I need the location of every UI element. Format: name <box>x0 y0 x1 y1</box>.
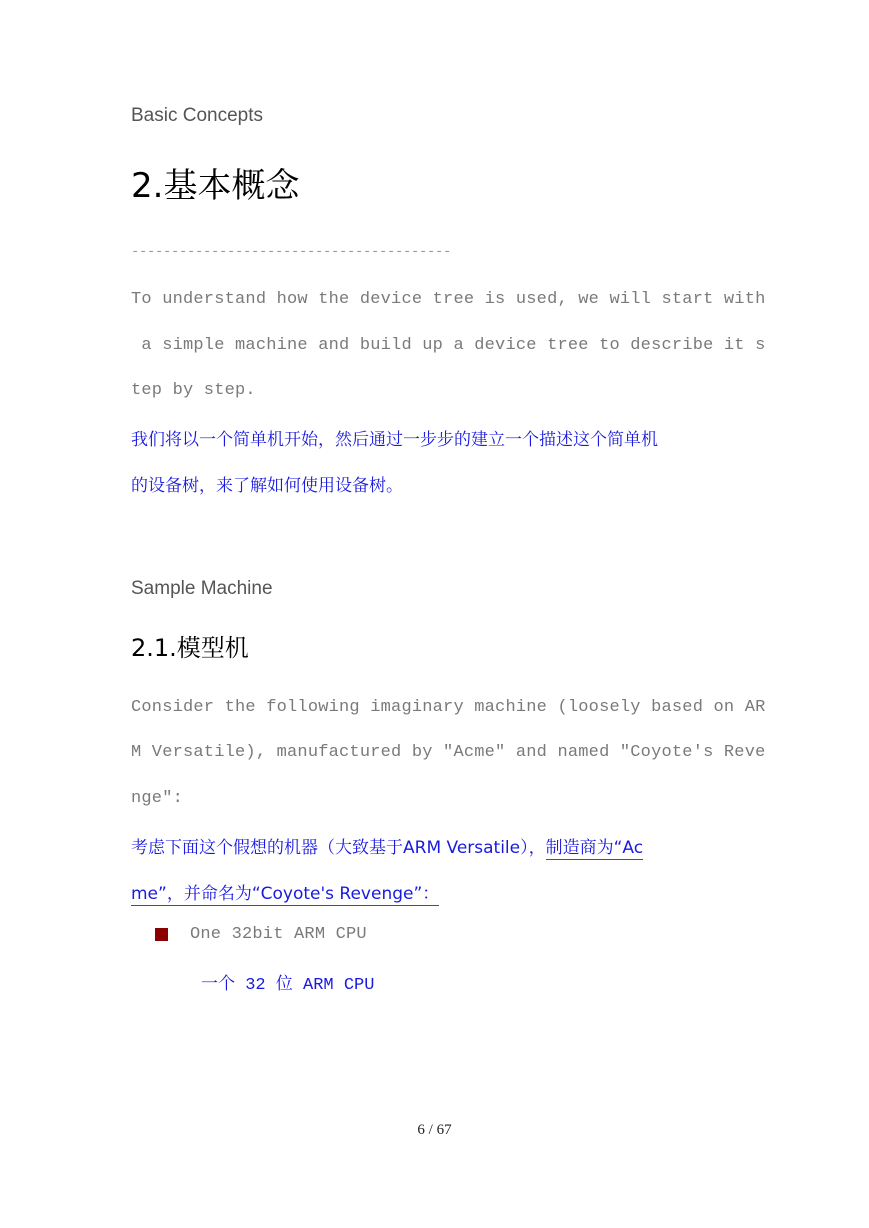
cn-machine-line-1-plain: 考虑下面这个假想的机器（大致基于ARM Versatile）， <box>131 838 546 858</box>
cn-paragraph-line-2: 的设备树，来了解如何使用设备树。 <box>131 476 403 496</box>
en-machine-line-1: Consider the following imaginary machine (loosely based on AR <box>131 698 766 717</box>
cn-machine-line-2 <box>131 879 439 904</box>
en-paragraph-line-1: To understand how the device tree is used, we will start with <box>131 290 766 309</box>
en-paragraph-line-2: a simple machine and build up a device tree to describe it s <box>131 336 766 355</box>
heading-basic-concepts: 2.基本概念 <box>131 166 300 206</box>
cn-machine-line-1 <box>131 833 643 858</box>
cn-machine-line-1-underlined: 制造商为“Ac <box>545 838 644 858</box>
cn-paragraph-line-1: 我们将以一个简单机开始，然后通过一步步的建立一个描述这个简单机 <box>131 430 658 450</box>
en-machine-line-3: nge": <box>131 789 184 808</box>
section-label-sample-machine: Sample Machine <box>131 578 273 599</box>
divider-line: ---------------------------------------- <box>131 244 452 260</box>
bullet-item-en: One 32bit ARM CPU <box>190 925 367 944</box>
heading-sample-machine: 2.1.模型机 <box>131 634 249 662</box>
cn-machine-line-2-underlined: me”，并命名为“Coyote's Revenge”： <box>131 884 440 904</box>
en-machine-line-2: M Versatile), manufactured by "Acme" and named "Coyote's Reve <box>131 743 766 762</box>
section-label-basic-concepts: Basic Concepts <box>131 105 264 126</box>
page-number: 6 / 67 <box>417 1122 452 1138</box>
bullet-square-icon <box>155 928 168 941</box>
bullet-item-cn: 一个 32 位 ARM CPU <box>201 976 375 995</box>
en-paragraph-line-3: tep by step. <box>131 381 256 400</box>
